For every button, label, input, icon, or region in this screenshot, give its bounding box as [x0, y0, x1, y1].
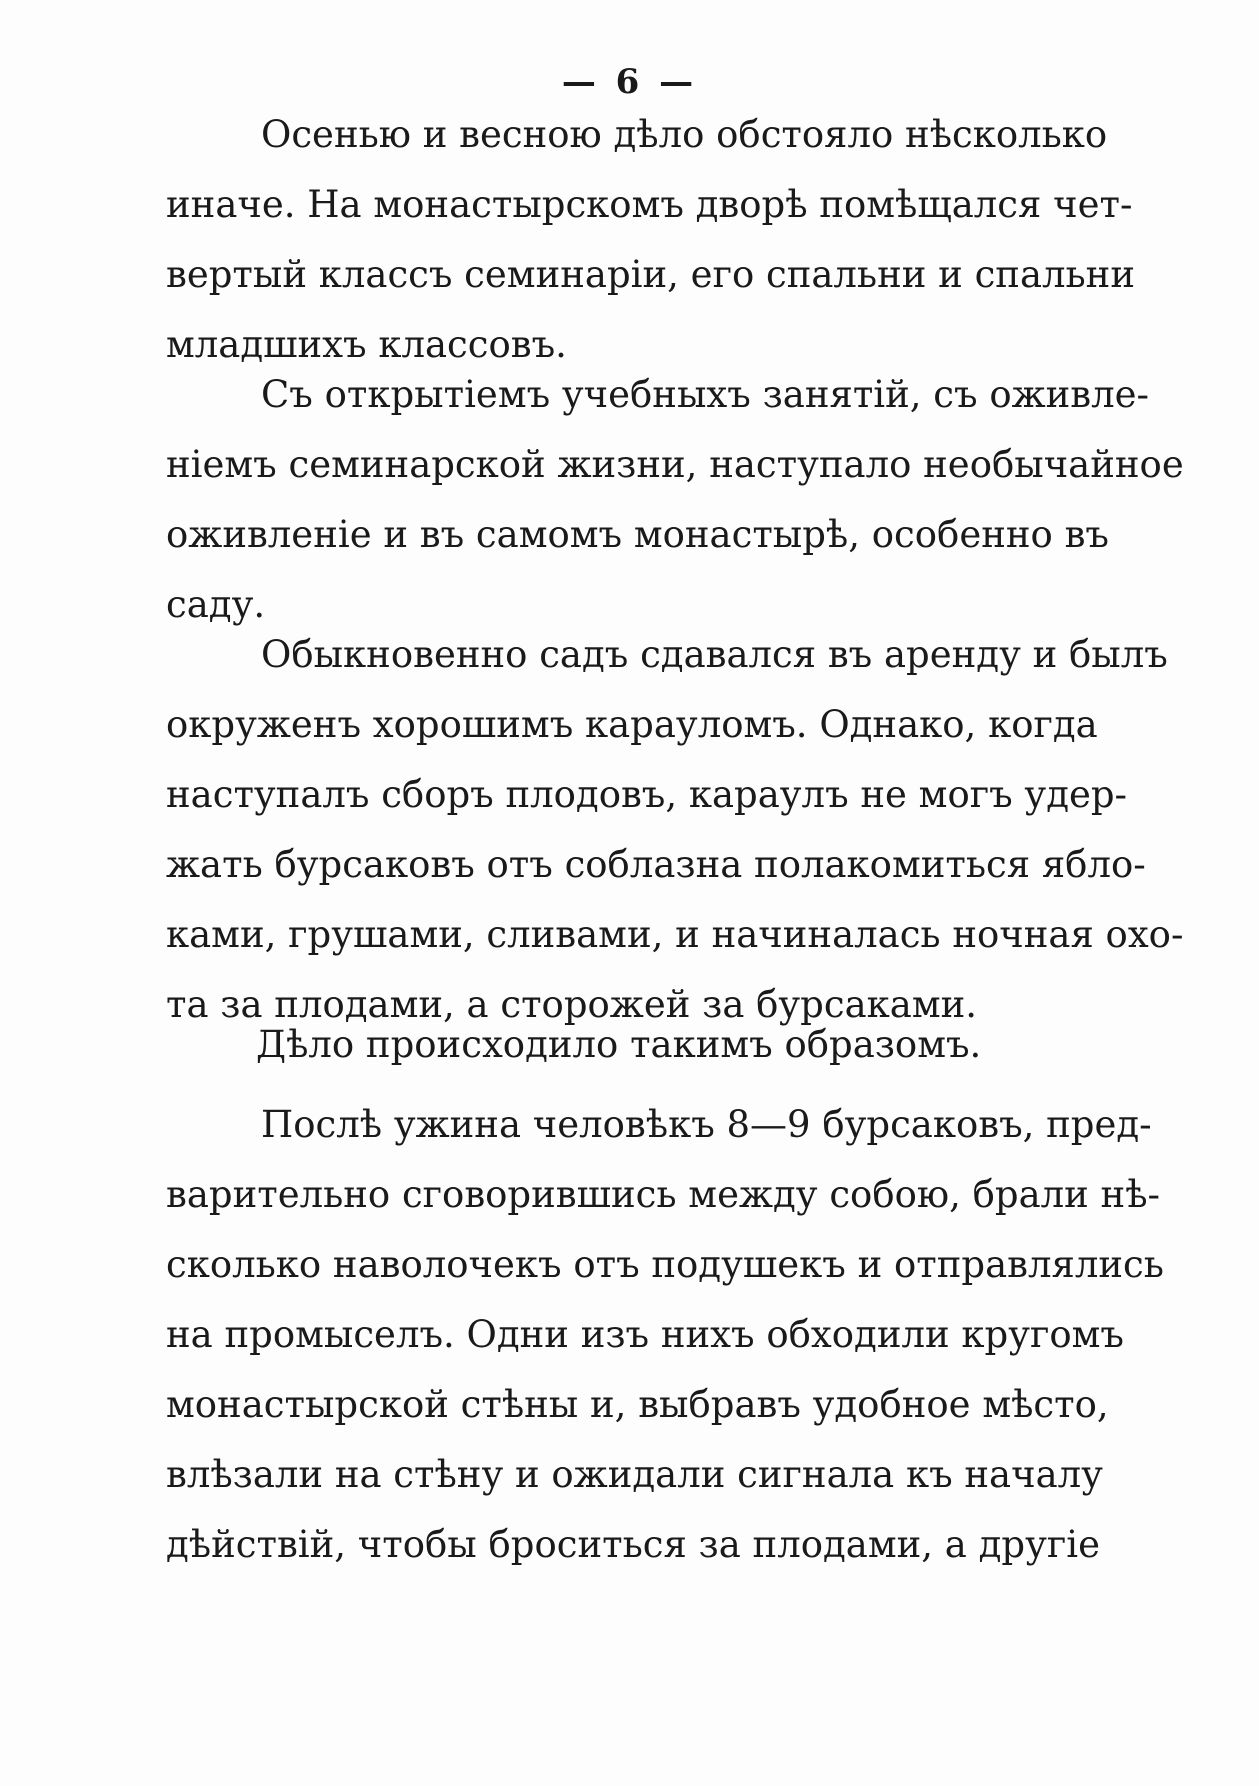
- text-line: Осенью и весною дѣло обстояло нѣсколько: [261, 113, 1108, 156]
- text-line: оживленіе и въ самомъ монастырѣ, особенно въ: [166, 513, 1109, 556]
- text-line: Дѣло происходило такимъ образомъ.: [256, 1023, 982, 1066]
- paragraph-2: [166, 360, 1184, 640]
- text-line: дѣйствій, чтобы броситься за плодами, а другіе: [166, 1523, 1100, 1566]
- paragraph-5: [166, 1090, 1164, 1580]
- text-line: варительно сговорившись между собою, брали нѣ-: [166, 1173, 1161, 1216]
- text-line: на промыселъ. Одни изъ нихъ обходили кругомъ: [166, 1313, 1124, 1356]
- page-number: — 6 —: [561, 62, 698, 102]
- text-line: иначе. На монастырскомъ дворѣ помѣщался чет-: [166, 183, 1133, 226]
- paragraph-4: [166, 1010, 1096, 1080]
- text-line: ніемъ семинарской жизни, наступало необычайное: [166, 443, 1184, 486]
- text-line: наступалъ сборъ плодовъ, караулъ не могъ удер-: [166, 773, 1128, 816]
- text-line: влѣзали на стѣну и ожидали сигнала къ началу: [166, 1453, 1103, 1496]
- text-line: младшихъ классовъ.: [166, 323, 567, 366]
- text-line: жать бурсаковъ отъ соблазна полакомиться ябло-: [166, 843, 1146, 886]
- paragraph-3: [166, 620, 1184, 1040]
- text-line: Обыкновенно садъ сдавался въ аренду и былъ: [261, 633, 1168, 676]
- text-line: монастырской стѣны и, выбравъ удобное мѣсто,: [166, 1383, 1109, 1426]
- text-line: ками, грушами, сливами, и начиналась ночная охо-: [166, 913, 1184, 956]
- text-line: та за плодами, а сторожей за бурсаками.: [166, 983, 978, 1026]
- text-line: вертый классъ семинаріи, его спальни и спальни: [166, 253, 1135, 296]
- text-line: Съ открытіемъ учебныхъ занятій, съ оживле-: [261, 373, 1150, 416]
- text-line: Послѣ ужина человѣкъ 8—9 бурсаковъ, пред-: [261, 1103, 1152, 1146]
- text-line: сколько наволочекъ отъ подушекъ и отправлялись: [166, 1243, 1164, 1286]
- text-line: окруженъ хорошимъ карауломъ. Однако, когда: [166, 703, 1098, 746]
- text-line: саду.: [166, 583, 266, 626]
- paragraph-1: [166, 100, 1135, 380]
